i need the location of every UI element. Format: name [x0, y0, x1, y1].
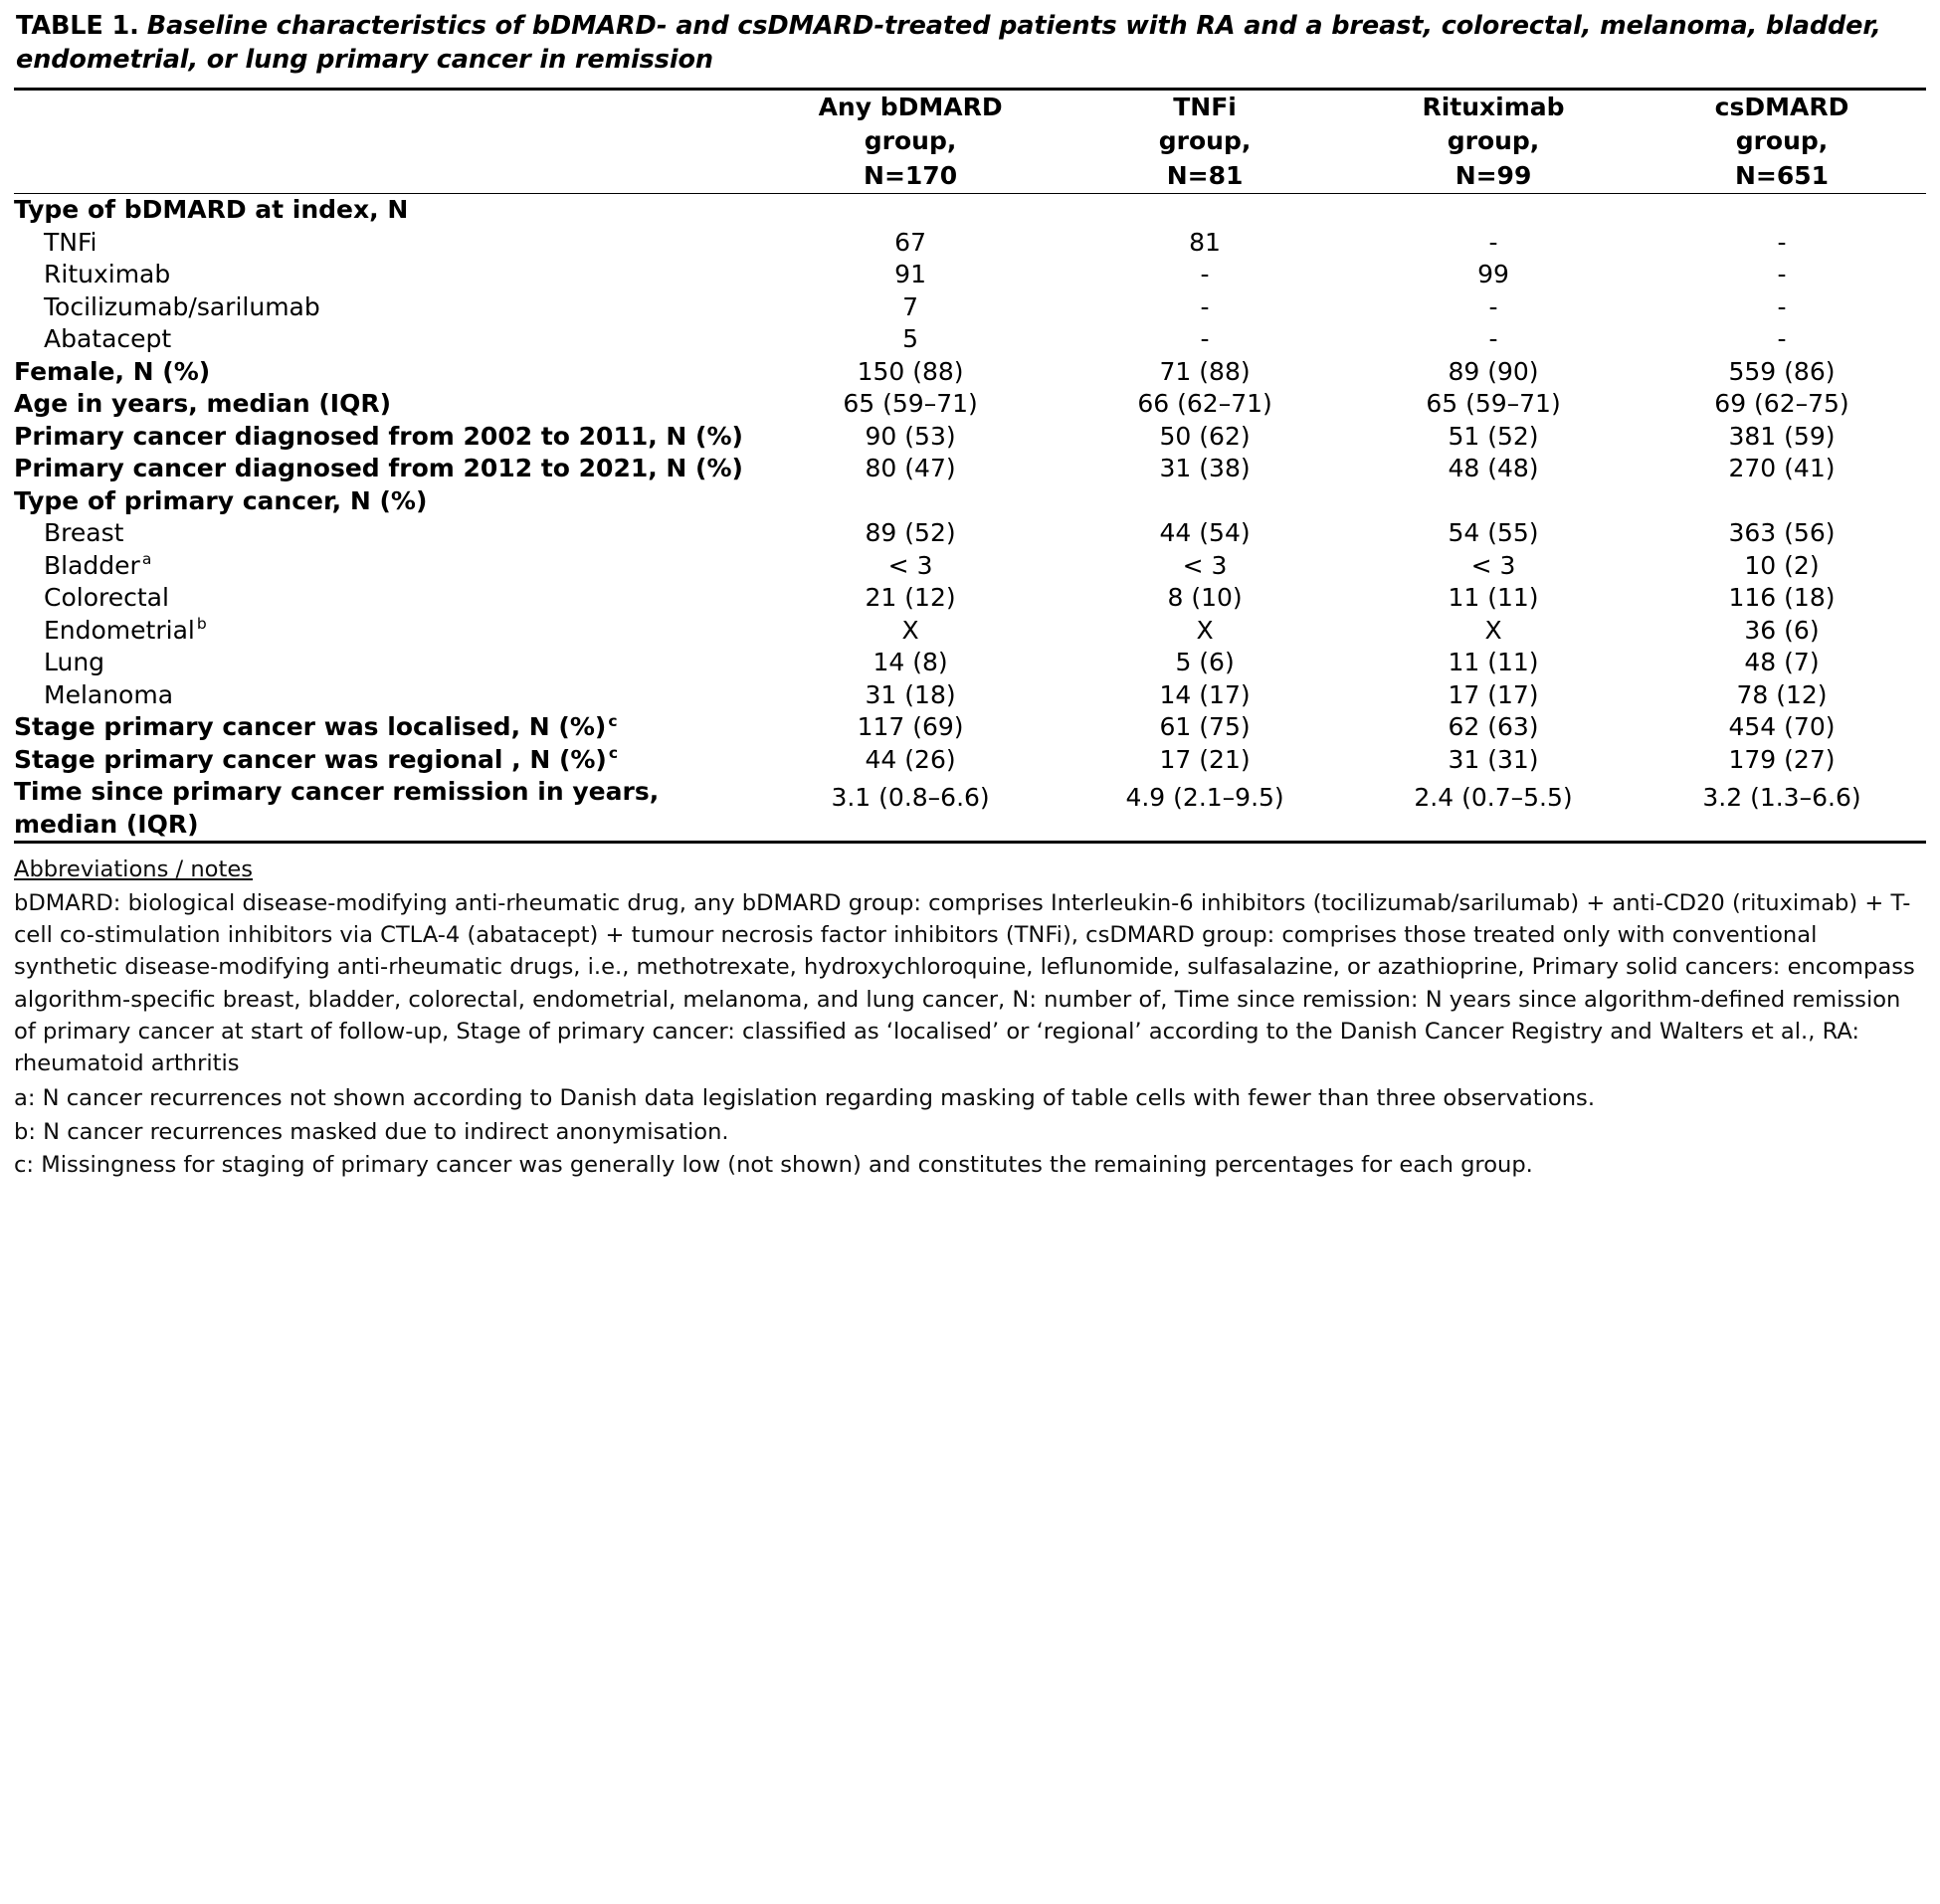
header-csdmard: [1638, 89, 1926, 194]
row-value: 89 (52): [865, 518, 956, 548]
table-row: [14, 647, 1926, 679]
header-line3: N=170: [864, 160, 958, 190]
row-value: < 3: [887, 550, 933, 580]
footnote-marker-c: c: [608, 744, 619, 763]
header-line2: group,: [864, 126, 957, 156]
row-value: 17 (21): [1159, 744, 1251, 774]
row-value: 80 (47): [865, 454, 956, 483]
header-tnfi: [1061, 89, 1349, 194]
header-line3: N=81: [1166, 160, 1244, 190]
header-line3: N=651: [1734, 160, 1830, 190]
row-value: -: [1200, 324, 1210, 354]
row-value: -: [1488, 291, 1498, 321]
header-line2: group,: [1447, 126, 1540, 156]
row-label: Lung: [44, 648, 105, 677]
table-row: [14, 259, 1926, 291]
table-row: [14, 453, 1926, 485]
row-value: 363 (56): [1728, 518, 1836, 548]
row-value: 36 (6): [1744, 615, 1820, 645]
row-value: 116 (18): [1728, 583, 1836, 613]
header-blank: [14, 89, 760, 194]
row-label: Rituximab: [44, 260, 171, 289]
header-line1: TNFi: [1173, 92, 1237, 121]
row-value: 14 (8): [873, 648, 948, 677]
footnote-marker-b: b: [196, 615, 207, 634]
row-value: 179 (27): [1728, 744, 1836, 774]
row-label: Primary cancer diagnosed from 2012 to 2021, N (%): [14, 454, 743, 483]
row-value: 31 (38): [1159, 454, 1251, 483]
row-value: 51 (52): [1448, 421, 1539, 451]
row-value: 11 (11): [1448, 583, 1539, 613]
table-row: [14, 421, 1926, 454]
header-line2: group,: [1735, 126, 1829, 156]
row-value: 10 (2): [1744, 550, 1820, 580]
row-value: -: [1777, 227, 1787, 257]
footnote-a: a: N cancer recurrences not shown according to Danish data legislation regarding masking of table cells with fewer than three observations.: [14, 1085, 1595, 1112]
row-value: 4.9 (2.1–9.5): [1125, 783, 1284, 813]
row-label-text: Stage primary cancer was localised, N (%): [14, 712, 607, 742]
header-line3: N=99: [1455, 160, 1532, 190]
row-value: 7: [902, 291, 919, 321]
header-rituximab: [1349, 89, 1638, 194]
table-row: [14, 679, 1926, 712]
row-value: 14 (17): [1159, 679, 1251, 709]
table-row: [14, 582, 1926, 615]
row-label-text: Stage primary cancer was regional , N (%): [14, 744, 607, 774]
row-value: 69 (62–75): [1714, 389, 1849, 419]
row-value: 381 (59): [1728, 421, 1836, 451]
row-label: [14, 711, 760, 744]
table-row: [14, 550, 1926, 583]
row-label-text: Endometrial: [44, 615, 195, 645]
row-value: 91: [894, 260, 926, 289]
table-row: [14, 711, 1926, 744]
row-value: X: [901, 615, 919, 645]
row-value: 559 (86): [1728, 356, 1836, 386]
row-label: Age in years, median (IQR): [14, 389, 392, 419]
row-label: Type of primary cancer, N (%): [14, 485, 428, 515]
row-value: [760, 194, 1061, 227]
row-label: Primary cancer diagnosed from 2002 to 2011, N (%): [14, 421, 743, 451]
row-value: 54 (55): [1448, 518, 1539, 548]
table-caption: [16, 10, 1926, 78]
row-value: -: [1200, 291, 1210, 321]
table-row: [14, 356, 1926, 389]
row-label: TNFi: [44, 227, 97, 257]
row-label: Abatacept: [44, 324, 172, 354]
row-value: -: [1488, 324, 1498, 354]
row-value: 5: [902, 324, 919, 354]
row-label-text: Bladder: [44, 550, 140, 580]
table-row: [14, 291, 1926, 324]
row-value: 31 (18): [865, 679, 956, 709]
table-row: [14, 194, 1926, 227]
notes-body: bDMARD: biological disease-modifying anti-rheumatic drug, any bDMARD group: comprises Interleukin-6 inhibitors (tocilizumab/sarilumab) + anti-CD20 (rituximab) + T-cell co-stimulation inhibitors via CTLA-4 (abatacept) + tumour necrosis factor inhibitors (TNFi), csDMARD group: comprises those treated only with conventional synthetic disease-modifying anti-rheumatic drugs, i.e., methotrexate, hydroxychloroquine, leflunomide, sulfasalazine, or azathioprine, Primary solid cancers: encompass algorithm-specific breast, bladder, colorectal, endometrial, melanoma, and lung cancer, N: number of, Time since remission: N years since algorithm-defined remission of primary cancer at start of follow-up, Stage of primary cancer: classified as ‘localised’ or ‘regional’ according to the Danish Cancer Registry and Walters et al., RA: rheumatoid arthritis: [14, 889, 1915, 1077]
baseline-characteristics-table: [14, 88, 1926, 845]
row-value: 48 (48): [1448, 454, 1539, 483]
row-value: 31 (31): [1448, 744, 1539, 774]
row-value: 48 (7): [1744, 648, 1820, 677]
row-value: 90 (53): [865, 421, 956, 451]
row-value: < 3: [1182, 550, 1228, 580]
row-value: [1638, 194, 1926, 227]
row-label: Type of bDMARD at index, N: [14, 195, 409, 225]
row-label: [14, 615, 760, 648]
row-value: 2.4 (0.7–5.5): [1414, 783, 1573, 813]
header-line1: Rituximab: [1422, 92, 1565, 121]
row-value: 3.2 (1.3–6.6): [1702, 783, 1861, 813]
table-row: [14, 517, 1926, 550]
table-notes: [14, 854, 1926, 1181]
row-value: 117 (69): [857, 712, 964, 742]
table-row: [14, 485, 1926, 518]
row-value: 61 (75): [1159, 712, 1251, 742]
row-label: Colorectal: [44, 583, 169, 613]
row-label: Breast: [44, 518, 124, 548]
table-row: [14, 227, 1926, 260]
row-label: Tocilizumab/sarilumab: [44, 291, 320, 321]
row-label: Melanoma: [44, 679, 174, 709]
header-line1: Any bDMARD: [818, 92, 1003, 121]
row-value: [1061, 485, 1349, 518]
footnote-marker-a: a: [141, 550, 152, 569]
footnote-c: c: Missingness for staging of primary cancer was generally low (not shown) and constitutes the remaining percentages for each group.: [14, 1151, 1533, 1178]
header-any-bdmard: [760, 89, 1061, 194]
row-value: X: [1484, 615, 1502, 645]
row-value: 99: [1477, 260, 1509, 289]
row-label: [14, 550, 760, 583]
row-value: [1638, 485, 1926, 518]
row-value: 17 (17): [1448, 679, 1539, 709]
row-label: [14, 744, 760, 777]
table-row: [14, 776, 1926, 843]
row-value: -: [1488, 227, 1498, 257]
notes-title: Abbreviations / notes: [14, 857, 254, 883]
row-value: -: [1777, 260, 1787, 289]
row-value: 11 (11): [1448, 648, 1539, 677]
row-value: 81: [1189, 227, 1221, 257]
row-value: 5 (6): [1175, 648, 1235, 677]
row-value: 3.1 (0.8–6.6): [831, 783, 990, 813]
row-value: 67: [894, 227, 926, 257]
row-value: [760, 485, 1061, 518]
row-value: 150 (88): [857, 356, 964, 386]
row-value: -: [1200, 260, 1210, 289]
row-value: 62 (63): [1448, 712, 1539, 742]
row-value: 71 (88): [1159, 356, 1251, 386]
row-value: X: [1196, 615, 1214, 645]
row-value: 44 (26): [865, 744, 956, 774]
footnote-b: b: N cancer recurrences masked due to indirect anonymisation.: [14, 1118, 729, 1145]
row-value: 44 (54): [1159, 518, 1251, 548]
row-label: Female, N (%): [14, 356, 211, 386]
row-value: [1349, 194, 1638, 227]
row-value: 50 (62): [1159, 421, 1251, 451]
row-value: -: [1777, 291, 1787, 321]
row-value: 89 (90): [1448, 356, 1539, 386]
row-value: 270 (41): [1728, 454, 1836, 483]
table-row: [14, 615, 1926, 648]
header-line1: csDMARD: [1714, 92, 1849, 121]
row-label: Time since primary cancer remission in years, median (IQR): [14, 777, 660, 839]
row-value: 66 (62–71): [1137, 389, 1272, 419]
row-value: 8 (10): [1167, 583, 1243, 613]
footnote-marker-c: c: [608, 711, 618, 730]
table-row: [14, 323, 1926, 356]
row-value: 65 (59–71): [843, 389, 978, 419]
table-header-row: [14, 89, 1926, 194]
row-value: [1061, 194, 1349, 227]
caption-label: TABLE 1.: [16, 11, 139, 41]
row-value: 78 (12): [1736, 679, 1828, 709]
row-value: 21 (12): [865, 583, 956, 613]
table-row: [14, 744, 1926, 777]
row-value: [1349, 485, 1638, 518]
row-value: 454 (70): [1728, 712, 1836, 742]
table-row: [14, 388, 1926, 421]
row-value: -: [1777, 324, 1787, 354]
row-value: < 3: [1470, 550, 1516, 580]
header-line2: group,: [1158, 126, 1252, 156]
caption-text: Baseline characteristics of bDMARD- and csDMARD-treated patients with RA and a breast, colorectal, melanoma, bladder, endometrial, or lung primary cancer in remission: [16, 11, 1881, 75]
row-value: 65 (59–71): [1426, 389, 1561, 419]
